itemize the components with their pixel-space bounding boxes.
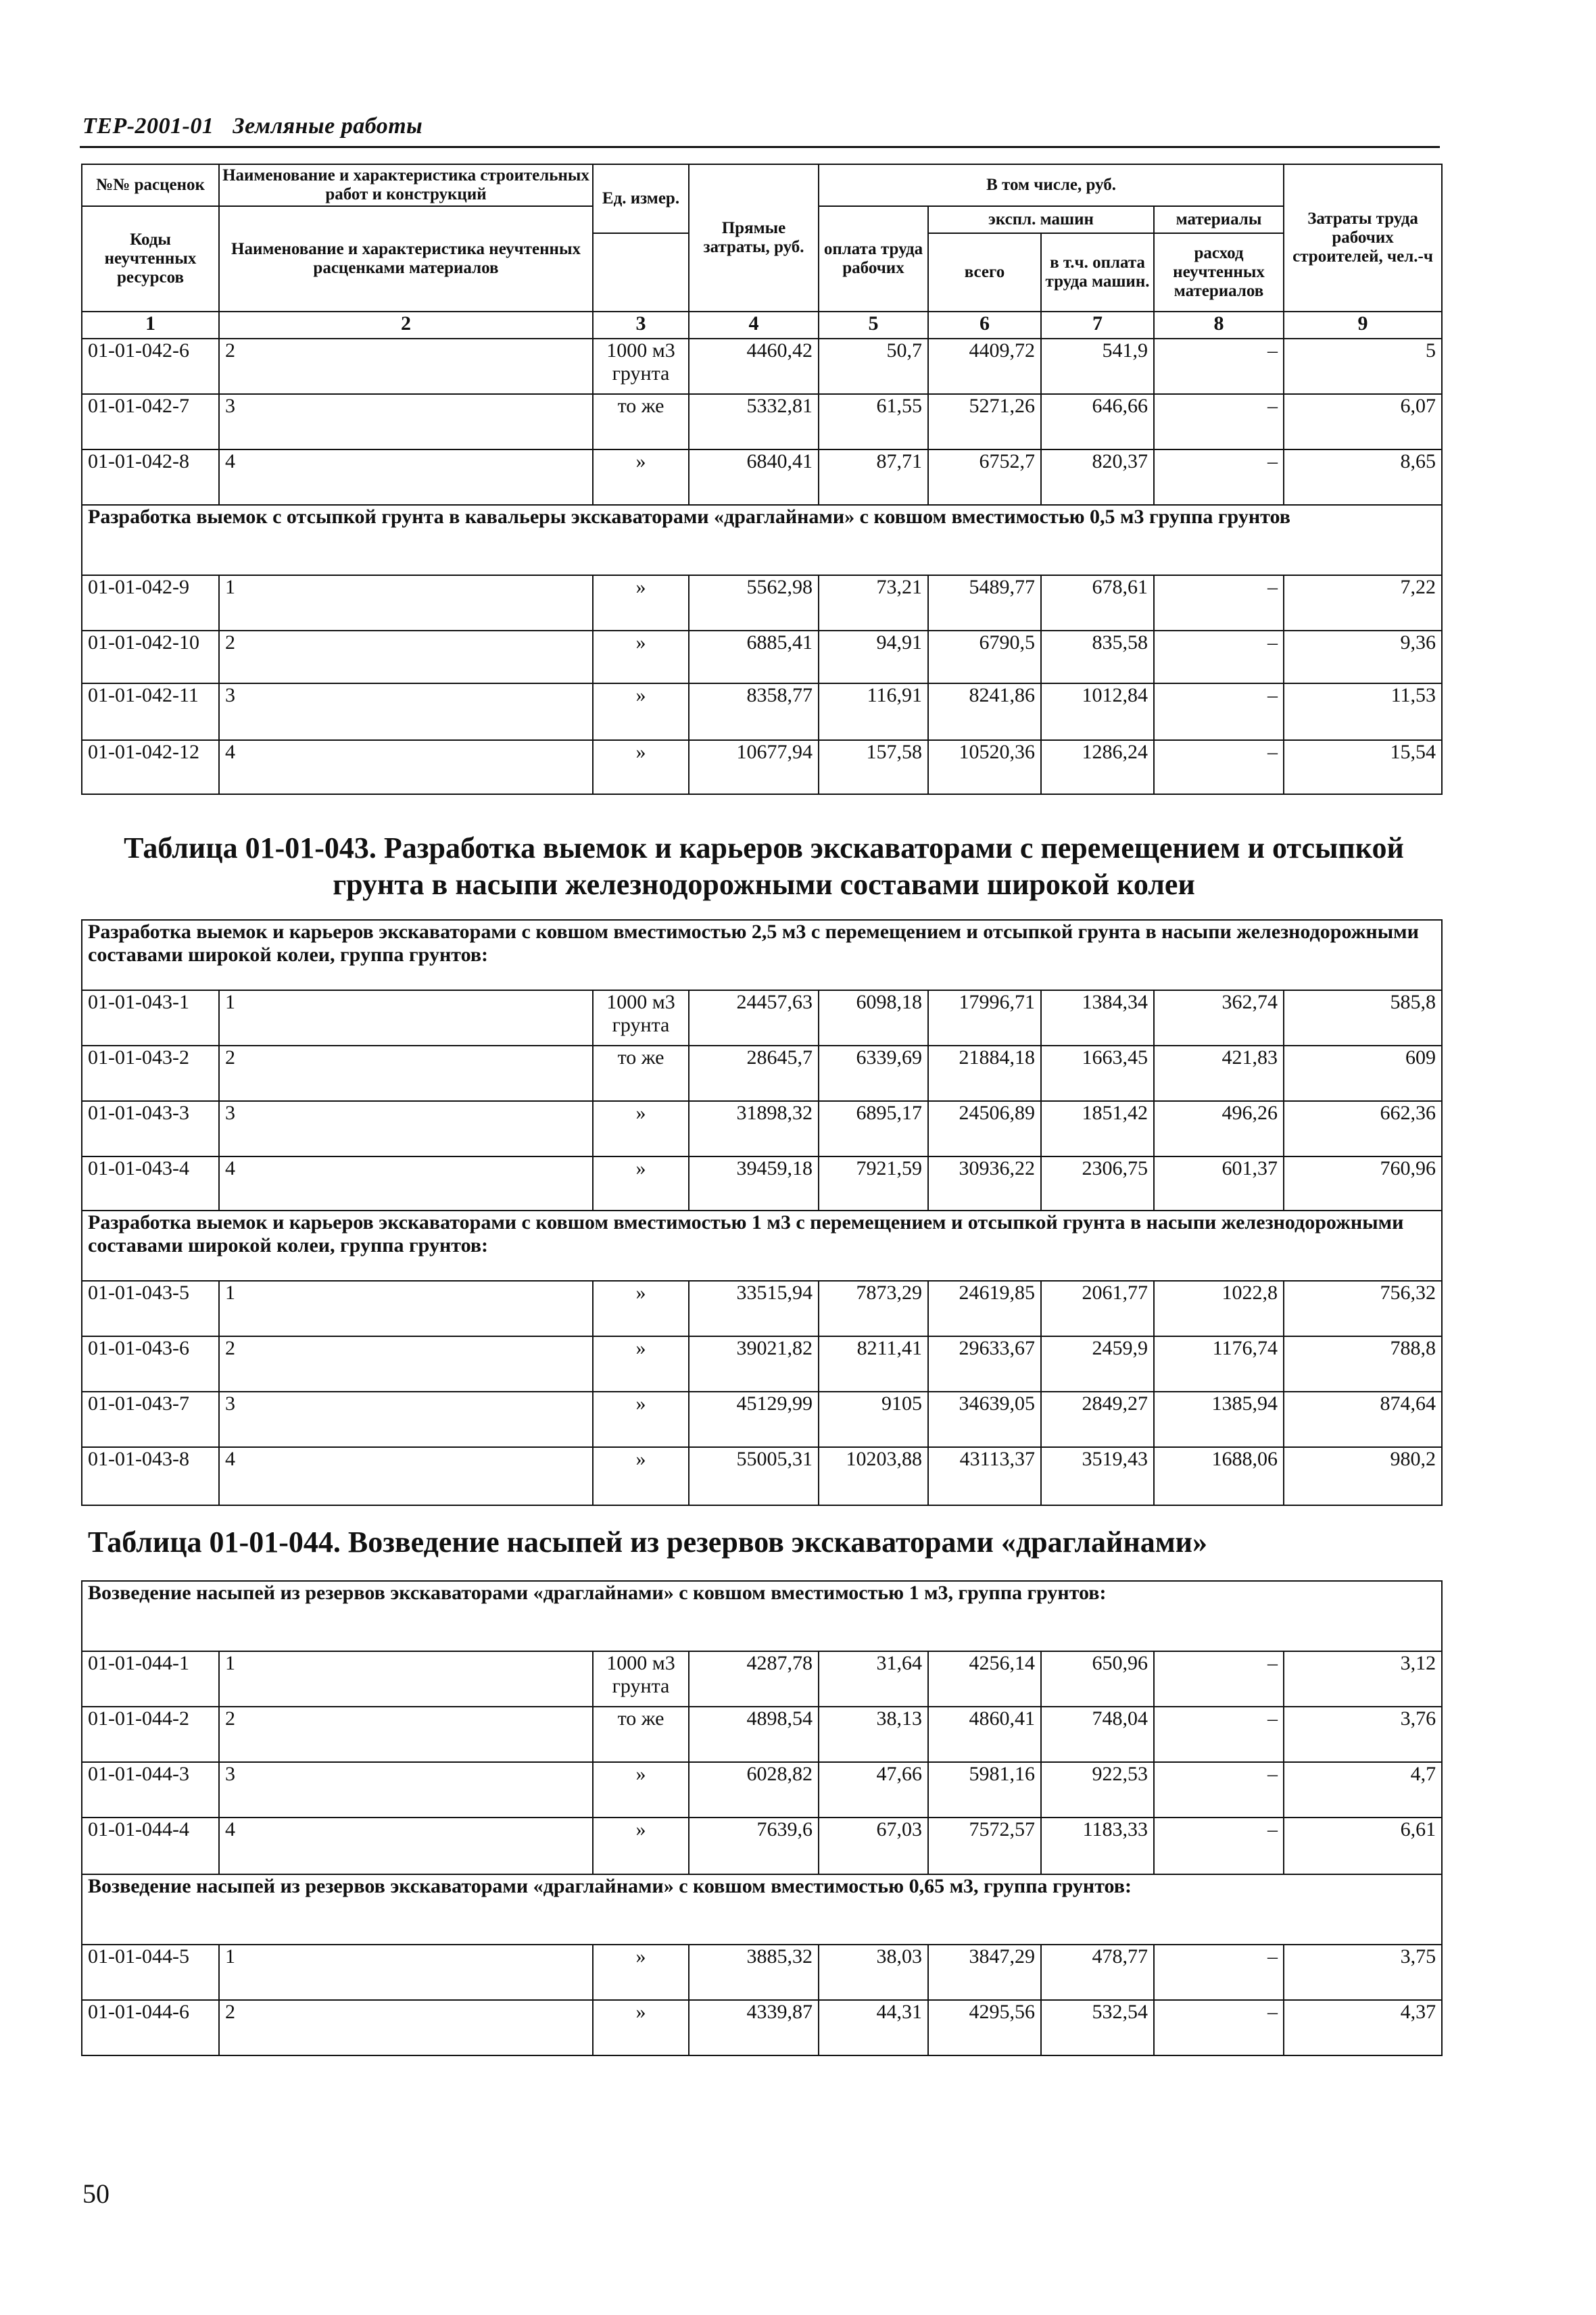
- cell-labor-costs: 585,8: [1284, 990, 1442, 1046]
- cell-machines-total: 4409,72: [928, 339, 1041, 394]
- cell-materials: 1022,8: [1154, 1281, 1284, 1336]
- cell-machines-total: 24619,85: [928, 1281, 1041, 1336]
- cell-direct-costs: 45129,99: [689, 1392, 819, 1447]
- col-material-name: Наименование и характеристика неучтенных расценками материалов: [219, 206, 593, 312]
- header-rule: [80, 146, 1440, 148]
- cell-work-name: 3: [219, 1762, 593, 1818]
- cell-unit: »: [593, 575, 689, 631]
- table-row: [82, 1281, 1442, 1336]
- col-index: 2: [219, 312, 593, 339]
- section-row: [82, 1581, 1442, 1651]
- cell-direct-costs: 10677,94: [689, 740, 819, 794]
- cell-materials: –: [1154, 683, 1284, 740]
- cell-rate-code: 01-01-042-9: [82, 575, 219, 631]
- section-heading: Возведение насыпей из резервов экскаваторами «драглайнами» с ковшом вместимостью 0,65 м3, группа грунтов:: [82, 1874, 1442, 1945]
- cell-unit: »: [593, 1156, 689, 1211]
- cell-work-name: 1: [219, 1281, 593, 1336]
- table-row: [82, 339, 1442, 394]
- cell-machines-total: 17996,71: [928, 990, 1041, 1046]
- cell-worker-wages: 94,91: [819, 631, 928, 683]
- rates-table-042: [81, 164, 1443, 795]
- cell-rate-code: 01-01-042-6: [82, 339, 219, 394]
- cell-unit: »: [593, 1392, 689, 1447]
- cell-machines-total: 29633,67: [928, 1336, 1041, 1392]
- cell-rate-code: 01-01-042-7: [82, 394, 219, 449]
- cell-rate-code: 01-01-043-3: [82, 1101, 219, 1156]
- cell-rate-code: 01-01-044-6: [82, 2000, 219, 2055]
- table-header: [82, 164, 1442, 339]
- cell-labor-costs: 4,37: [1284, 2000, 1442, 2055]
- cell-work-name: 2: [219, 1046, 593, 1101]
- cell-materials: –: [1154, 339, 1284, 394]
- section-row: [82, 920, 1442, 990]
- cell-direct-costs: 39459,18: [689, 1156, 819, 1211]
- col-resource-codes: Коды неучтенных ресурсов: [82, 206, 219, 312]
- cell-work-name: 2: [219, 2000, 593, 2055]
- section-heading: Разработка выемок и карьеров экскаваторами с ковшом вместимостью 2,5 м3 с перемещением и отсыпкой грунта в насыпи железнодорожными составами широкой колеи, группа грунтов:: [82, 920, 1442, 990]
- cell-machine-operator-wages: 478,77: [1041, 1945, 1154, 2000]
- cell-worker-wages: 10203,88: [819, 1447, 928, 1505]
- cell-work-name: 3: [219, 1392, 593, 1447]
- cell-direct-costs: 6028,82: [689, 1762, 819, 1818]
- cell-worker-wages: 157,58: [819, 740, 928, 794]
- cell-machines-total: 4256,14: [928, 1651, 1041, 1707]
- cell-materials: –: [1154, 394, 1284, 449]
- cell-materials: –: [1154, 2000, 1284, 2055]
- cell-labor-costs: 609: [1284, 1046, 1442, 1101]
- cell-materials: –: [1154, 1945, 1284, 2000]
- cell-unit: то же: [593, 1046, 689, 1101]
- cell-labor-costs: 8,65: [1284, 449, 1442, 505]
- cell-machines-total: 6790,5: [928, 631, 1041, 683]
- col-group-including: В том числе, руб.: [819, 164, 1284, 206]
- cell-unit: 1000 м3 грунта: [593, 1651, 689, 1707]
- cell-direct-costs: 5562,98: [689, 575, 819, 631]
- col-index: 1: [82, 312, 219, 339]
- cell-machines-total: 7572,57: [928, 1818, 1041, 1874]
- cell-materials: –: [1154, 1707, 1284, 1762]
- cell-materials: –: [1154, 1818, 1284, 1874]
- cell-materials: 496,26: [1154, 1101, 1284, 1156]
- col-unit-cont: [593, 233, 689, 312]
- cell-worker-wages: 44,31: [819, 2000, 928, 2055]
- cell-machines-total: 30936,22: [928, 1156, 1041, 1211]
- cell-worker-wages: 50,7: [819, 339, 928, 394]
- cell-materials: 601,37: [1154, 1156, 1284, 1211]
- cell-labor-costs: 9,36: [1284, 631, 1442, 683]
- cell-labor-costs: 6,61: [1284, 1818, 1442, 1874]
- cell-direct-costs: 6885,41: [689, 631, 819, 683]
- cell-materials: 1688,06: [1154, 1447, 1284, 1505]
- col-direct-costs: Прямые затраты, руб.: [689, 164, 819, 312]
- cell-rate-code: 01-01-043-5: [82, 1281, 219, 1336]
- cell-worker-wages: 61,55: [819, 394, 928, 449]
- col-machine-operator-wages: в т.ч. оплата труда машин.: [1041, 233, 1154, 312]
- cell-work-name: 2: [219, 631, 593, 683]
- cell-machine-operator-wages: 1384,34: [1041, 990, 1154, 1046]
- cell-rate-code: 01-01-043-4: [82, 1156, 219, 1211]
- cell-machines-total: 4295,56: [928, 2000, 1041, 2055]
- cell-unit: »: [593, 1762, 689, 1818]
- cell-work-name: 4: [219, 449, 593, 505]
- cell-labor-costs: 756,32: [1284, 1281, 1442, 1336]
- cell-materials: 1385,94: [1154, 1392, 1284, 1447]
- cell-machine-operator-wages: 541,9: [1041, 339, 1154, 394]
- cell-worker-wages: 116,91: [819, 683, 928, 740]
- cell-rate-code: 01-01-043-8: [82, 1447, 219, 1505]
- section-row: [82, 1874, 1442, 1945]
- cell-machines-total: 21884,18: [928, 1046, 1041, 1101]
- cell-labor-costs: 11,53: [1284, 683, 1442, 740]
- cell-direct-costs: 28645,7: [689, 1046, 819, 1101]
- col-index: 9: [1284, 312, 1442, 339]
- cell-worker-wages: 6339,69: [819, 1046, 928, 1101]
- cell-work-name: 4: [219, 740, 593, 794]
- cell-machine-operator-wages: 748,04: [1041, 1707, 1154, 1762]
- table-row: [82, 1336, 1442, 1392]
- table-row: [82, 990, 1442, 1046]
- table-row: [82, 1707, 1442, 1762]
- cell-rate-code: 01-01-042-8: [82, 449, 219, 505]
- cell-machine-operator-wages: 2061,77: [1041, 1281, 1154, 1336]
- cell-machine-operator-wages: 1851,42: [1041, 1101, 1154, 1156]
- cell-rate-code: 01-01-042-11: [82, 683, 219, 740]
- cell-materials: –: [1154, 631, 1284, 683]
- cell-materials: 362,74: [1154, 990, 1284, 1046]
- cell-materials: –: [1154, 740, 1284, 794]
- cell-machines-total: 4860,41: [928, 1707, 1041, 1762]
- table-row: [82, 575, 1442, 631]
- cell-machine-operator-wages: 646,66: [1041, 394, 1154, 449]
- cell-materials: 1176,74: [1154, 1336, 1284, 1392]
- table-row: [82, 1156, 1442, 1211]
- table-row: [82, 1818, 1442, 1874]
- cell-work-name: 1: [219, 1945, 593, 2000]
- cell-worker-wages: 31,64: [819, 1651, 928, 1707]
- cell-worker-wages: 38,13: [819, 1707, 928, 1762]
- col-group-machines: экспл. машин: [928, 206, 1154, 233]
- table-row: [82, 2000, 1442, 2055]
- cell-unit: »: [593, 1945, 689, 2000]
- col-index: 6: [928, 312, 1041, 339]
- cell-machines-total: 24506,89: [928, 1101, 1041, 1156]
- cell-worker-wages: 38,03: [819, 1945, 928, 2000]
- col-index: 7: [1041, 312, 1154, 339]
- cell-worker-wages: 6895,17: [819, 1101, 928, 1156]
- cell-direct-costs: 4287,78: [689, 1651, 819, 1707]
- rates-table-043: [81, 919, 1443, 1506]
- section-row: [82, 505, 1442, 575]
- cell-machine-operator-wages: 820,37: [1041, 449, 1154, 505]
- cell-rate-code: 01-01-042-10: [82, 631, 219, 683]
- cell-worker-wages: 9105: [819, 1392, 928, 1447]
- cell-worker-wages: 73,21: [819, 575, 928, 631]
- cell-unit: »: [593, 683, 689, 740]
- cell-materials: –: [1154, 1651, 1284, 1707]
- cell-work-name: 1: [219, 990, 593, 1046]
- cell-labor-costs: 3,12: [1284, 1651, 1442, 1707]
- cell-unit: »: [593, 2000, 689, 2055]
- cell-worker-wages: 7873,29: [819, 1281, 928, 1336]
- cell-labor-costs: 980,2: [1284, 1447, 1442, 1505]
- table-row: [82, 1762, 1442, 1818]
- column-index-row: [82, 312, 1442, 339]
- cell-unit: »: [593, 631, 689, 683]
- table-row: [82, 1046, 1442, 1101]
- section-name: Земляные работы: [233, 114, 423, 139]
- table-row: [82, 1447, 1442, 1505]
- cell-labor-costs: 5: [1284, 339, 1442, 394]
- cell-unit: »: [593, 1447, 689, 1505]
- cell-labor-costs: 4,7: [1284, 1762, 1442, 1818]
- cell-direct-costs: 55005,31: [689, 1447, 819, 1505]
- cell-work-name: 2: [219, 1336, 593, 1392]
- section-heading: Возведение насыпей из резервов экскаваторами «драглайнами» с ковшом вместимостью 1 м3, группа грунтов:: [82, 1581, 1442, 1651]
- cell-rate-code: 01-01-044-3: [82, 1762, 219, 1818]
- cell-worker-wages: 87,71: [819, 449, 928, 505]
- cell-machine-operator-wages: 1183,33: [1041, 1818, 1154, 1874]
- table-row: [82, 740, 1442, 794]
- cell-direct-costs: 31898,32: [689, 1101, 819, 1156]
- cell-machines-total: 6752,7: [928, 449, 1041, 505]
- col-index: 3: [593, 312, 689, 339]
- cell-worker-wages: 6098,18: [819, 990, 928, 1046]
- table-row: [82, 449, 1442, 505]
- cell-labor-costs: 15,54: [1284, 740, 1442, 794]
- cell-labor-costs: 3,76: [1284, 1707, 1442, 1762]
- table-title-044: Таблица 01-01-044. Возведение насыпей из резервов экскаваторами «драглайнами»: [88, 1526, 1208, 1559]
- table-row: [82, 1945, 1442, 2000]
- cell-machines-total: 5981,16: [928, 1762, 1041, 1818]
- cell-unit: то же: [593, 394, 689, 449]
- cell-unit: »: [593, 1281, 689, 1336]
- cell-work-name: 2: [219, 339, 593, 394]
- cell-machine-operator-wages: 678,61: [1041, 575, 1154, 631]
- cell-machine-operator-wages: 1286,24: [1041, 740, 1154, 794]
- cell-work-name: 4: [219, 1156, 593, 1211]
- cell-unit: 1000 м3 грунта: [593, 339, 689, 394]
- cell-machines-total: 5489,77: [928, 575, 1041, 631]
- cell-machines-total: 34639,05: [928, 1392, 1041, 1447]
- cell-machine-operator-wages: 2306,75: [1041, 1156, 1154, 1211]
- col-index: 8: [1154, 312, 1284, 339]
- col-worker-wages: оплата труда рабочих: [819, 206, 928, 312]
- col-unaccounted-materials: расход неучтенных материалов: [1154, 233, 1284, 312]
- cell-machines-total: 5271,26: [928, 394, 1041, 449]
- cell-work-name: 4: [219, 1818, 593, 1874]
- cell-machines-total: 8241,86: [928, 683, 1041, 740]
- page-number: 50: [82, 2178, 110, 2209]
- rates-table-044: [81, 1580, 1443, 2056]
- cell-machine-operator-wages: 835,58: [1041, 631, 1154, 683]
- cell-unit: »: [593, 1818, 689, 1874]
- cell-direct-costs: 4339,87: [689, 2000, 819, 2055]
- col-unit: Ед. измер.: [593, 164, 689, 233]
- col-group-materials: материалы: [1154, 206, 1284, 233]
- cell-machine-operator-wages: 2849,27: [1041, 1392, 1154, 1447]
- cell-unit: »: [593, 740, 689, 794]
- cell-machine-operator-wages: 1663,45: [1041, 1046, 1154, 1101]
- cell-rate-code: 01-01-044-4: [82, 1818, 219, 1874]
- cell-worker-wages: 67,03: [819, 1818, 928, 1874]
- cell-unit: 1000 м3 грунта: [593, 990, 689, 1046]
- table-row: [82, 1392, 1442, 1447]
- section-heading: Разработка выемок с отсыпкой грунта в кавальеры экскаваторами «драглайнами» с ковшом вместимостью 0,5 м3 группа грунтов: [82, 505, 1442, 575]
- cell-rate-code: 01-01-043-1: [82, 990, 219, 1046]
- col-machines-total: всего: [928, 233, 1041, 312]
- cell-machine-operator-wages: 532,54: [1041, 2000, 1154, 2055]
- cell-worker-wages: 47,66: [819, 1762, 928, 1818]
- cell-work-name: 4: [219, 1447, 593, 1505]
- cell-work-name: 3: [219, 683, 593, 740]
- cell-direct-costs: 39021,82: [689, 1336, 819, 1392]
- cell-rate-code: 01-01-042-12: [82, 740, 219, 794]
- cell-direct-costs: 4898,54: [689, 1707, 819, 1762]
- col-index: 4: [689, 312, 819, 339]
- cell-rate-code: 01-01-044-2: [82, 1707, 219, 1762]
- cell-labor-costs: 788,8: [1284, 1336, 1442, 1392]
- cell-labor-costs: 874,64: [1284, 1392, 1442, 1447]
- col-rate-number: №№ расценок: [82, 164, 219, 206]
- cell-direct-costs: 33515,94: [689, 1281, 819, 1336]
- cell-materials: –: [1154, 449, 1284, 505]
- cell-materials: –: [1154, 575, 1284, 631]
- cell-machine-operator-wages: 2459,9: [1041, 1336, 1154, 1392]
- cell-labor-costs: 7,22: [1284, 575, 1442, 631]
- cell-work-name: 1: [219, 575, 593, 631]
- table-title-043: Таблица 01-01-043. Разработка выемок и карьеров экскаваторами с перемещением и отсыпкой грунта в насыпи железнодорожными составами широкой колеи: [124, 831, 1404, 901]
- cell-direct-costs: 8358,77: [689, 683, 819, 740]
- table-row: [82, 631, 1442, 683]
- col-work-name: Наименование и характеристика строительных работ и конструкций: [219, 164, 593, 206]
- section-row: [82, 1211, 1442, 1281]
- cell-machines-total: 10520,36: [928, 740, 1041, 794]
- cell-rate-code: 01-01-044-5: [82, 1945, 219, 2000]
- cell-materials: –: [1154, 1762, 1284, 1818]
- cell-rate-code: 01-01-043-7: [82, 1392, 219, 1447]
- table-row: [82, 1101, 1442, 1156]
- cell-worker-wages: 8211,41: [819, 1336, 928, 1392]
- cell-direct-costs: 7639,6: [689, 1818, 819, 1874]
- cell-work-name: 3: [219, 394, 593, 449]
- cell-machine-operator-wages: 1012,84: [1041, 683, 1154, 740]
- table-row: [82, 683, 1442, 740]
- cell-machine-operator-wages: 650,96: [1041, 1651, 1154, 1707]
- cell-labor-costs: 760,96: [1284, 1156, 1442, 1211]
- cell-work-name: 3: [219, 1101, 593, 1156]
- cell-work-name: 2: [219, 1707, 593, 1762]
- cell-unit: то же: [593, 1707, 689, 1762]
- running-header: [82, 114, 422, 139]
- col-index: 5: [819, 312, 928, 339]
- section-heading: Разработка выемок и карьеров экскаваторами с ковшом вместимостью 1 м3 с перемещением и отсыпкой грунта в насыпи железнодорожными составами широкой колеи, группа грунтов:: [82, 1211, 1442, 1281]
- cell-direct-costs: 4460,42: [689, 339, 819, 394]
- cell-unit: »: [593, 449, 689, 505]
- document-code: ТЕР-2001-01: [82, 114, 214, 139]
- cell-unit: »: [593, 1101, 689, 1156]
- cell-labor-costs: 6,07: [1284, 394, 1442, 449]
- cell-machine-operator-wages: 922,53: [1041, 1762, 1154, 1818]
- cell-unit: »: [593, 1336, 689, 1392]
- cell-worker-wages: 7921,59: [819, 1156, 928, 1211]
- cell-materials: 421,83: [1154, 1046, 1284, 1101]
- cell-machine-operator-wages: 3519,43: [1041, 1447, 1154, 1505]
- cell-rate-code: 01-01-044-1: [82, 1651, 219, 1707]
- cell-machines-total: 43113,37: [928, 1447, 1041, 1505]
- cell-labor-costs: 3,75: [1284, 1945, 1442, 2000]
- col-labor-costs: Затраты труда рабочих строителей, чел.-ч: [1284, 164, 1442, 312]
- cell-machines-total: 3847,29: [928, 1945, 1041, 2000]
- cell-work-name: 1: [219, 1651, 593, 1707]
- cell-direct-costs: 5332,81: [689, 394, 819, 449]
- cell-direct-costs: 6840,41: [689, 449, 819, 505]
- table-row: [82, 394, 1442, 449]
- cell-direct-costs: 3885,32: [689, 1945, 819, 2000]
- table-row: [82, 1651, 1442, 1707]
- cell-rate-code: 01-01-043-2: [82, 1046, 219, 1101]
- cell-rate-code: 01-01-043-6: [82, 1336, 219, 1392]
- cell-direct-costs: 24457,63: [689, 990, 819, 1046]
- cell-labor-costs: 662,36: [1284, 1101, 1442, 1156]
